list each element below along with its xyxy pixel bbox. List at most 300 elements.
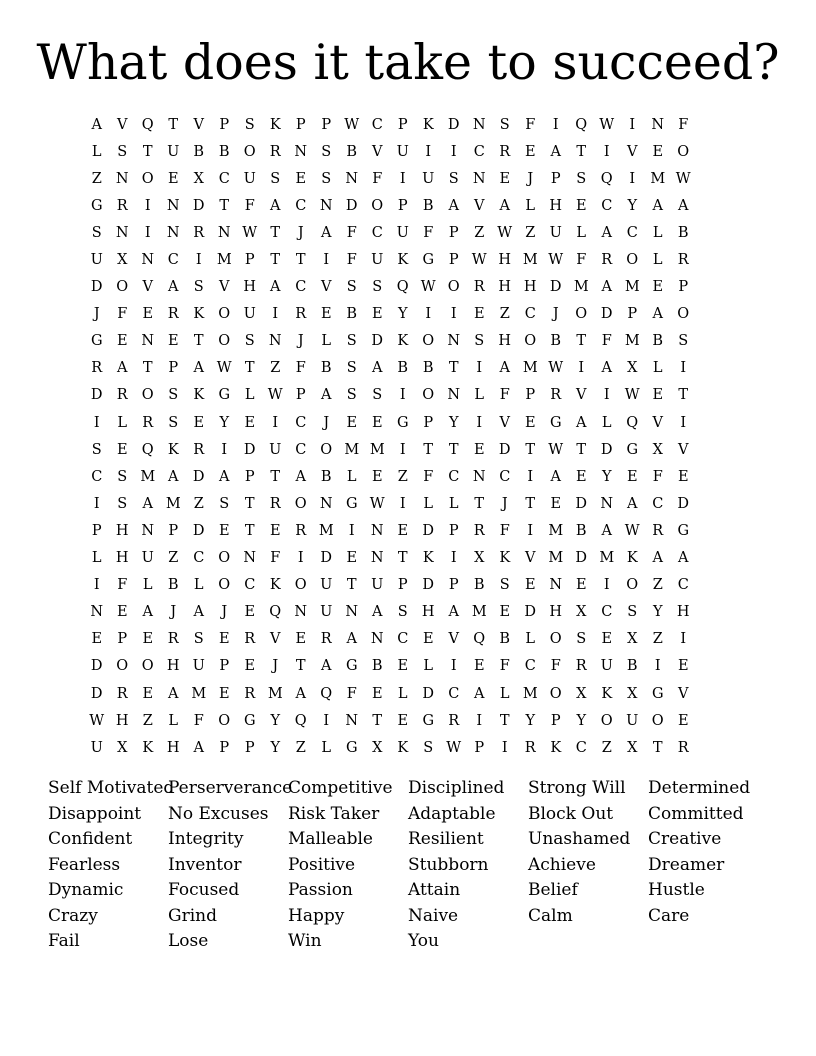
grid-letter: Y: [397, 306, 408, 323]
grid-letter: D: [192, 197, 205, 214]
grid-letter: C: [601, 604, 613, 621]
grid-letter: K: [422, 116, 434, 133]
grid-letter: I: [680, 414, 687, 431]
grid-letter: S: [576, 170, 587, 187]
grid-letter: R: [244, 685, 256, 702]
grid-letter: O: [294, 577, 307, 594]
grid-letter: T: [525, 441, 536, 458]
grid-letter: X: [474, 550, 485, 567]
grid-letter: M: [573, 279, 589, 296]
grid-letter: C: [626, 224, 638, 241]
grid-letter: S: [117, 495, 128, 512]
grid-letter: I: [425, 143, 432, 160]
grid-letter: A: [499, 360, 510, 377]
grid-letter: T: [295, 658, 306, 675]
grid-letter: I: [680, 360, 687, 377]
grid-letter: S: [270, 170, 281, 187]
grid-letter: P: [550, 712, 561, 729]
grid-letter: O: [600, 712, 613, 729]
grid-letter: I: [680, 631, 687, 648]
grid-letter: V: [117, 116, 128, 133]
grid-letter: W: [548, 252, 564, 269]
word-bank-item: Grind: [168, 905, 217, 926]
grid-row: [84, 382, 696, 409]
grid-letter: T: [219, 197, 230, 214]
grid-letter: O: [677, 306, 690, 323]
grid-letter: T: [678, 387, 689, 404]
grid-letter: Z: [652, 631, 663, 648]
grid-letter: D: [90, 658, 103, 675]
grid-letter: F: [499, 658, 510, 675]
grid-letter: H: [421, 604, 435, 621]
grid-letter: B: [371, 658, 383, 675]
grid-letter: J: [323, 414, 330, 431]
grid-letter: R: [499, 143, 511, 160]
grid-letter: Q: [320, 685, 333, 702]
grid-letter: K: [397, 739, 409, 756]
grid-letter: G: [345, 495, 358, 512]
grid-letter: V: [321, 279, 332, 296]
grid-letter: H: [166, 739, 180, 756]
grid-letter: O: [218, 577, 231, 594]
grid-row: [84, 545, 696, 572]
grid-letter: P: [678, 279, 689, 296]
grid-letter: B: [677, 224, 689, 241]
grid-letter: F: [499, 522, 510, 539]
grid-letter: X: [652, 441, 663, 458]
grid-letter: U: [192, 658, 205, 675]
grid-letter: P: [448, 522, 459, 539]
word-bank-item: Care: [648, 905, 690, 926]
grid-letter: H: [498, 279, 512, 296]
grid-letter: D: [575, 550, 588, 567]
grid-letter: V: [193, 116, 204, 133]
grid-letter: R: [116, 387, 128, 404]
grid-letter: W: [242, 224, 258, 241]
word-bank-item: Disappoint: [48, 803, 142, 824]
grid-letter: C: [524, 306, 536, 323]
grid-letter: I: [93, 414, 100, 431]
grid-letter: U: [141, 550, 154, 567]
grid-row: [84, 328, 696, 355]
word-bank-item: Naive: [408, 905, 459, 926]
grid-letter: A: [168, 685, 179, 702]
page-title: What does it take to succeed?: [36, 34, 780, 91]
grid-letter: O: [575, 306, 588, 323]
grid-letter: D: [345, 197, 358, 214]
grid-letter: F: [499, 387, 510, 404]
grid-letter: A: [219, 468, 230, 485]
grid-letter: S: [168, 414, 179, 431]
grid-letter: E: [244, 604, 256, 621]
grid-letter: T: [270, 252, 281, 269]
grid-letter: C: [295, 441, 307, 458]
grid-letter: R: [575, 658, 587, 675]
grid-letter: I: [527, 522, 534, 539]
grid-letter: Z: [168, 550, 179, 567]
grid-letter: Y: [525, 712, 536, 729]
grid-letter: A: [91, 116, 102, 133]
grid-letter: Q: [575, 116, 588, 133]
grid-letter: C: [448, 468, 460, 485]
grid-letter: C: [295, 414, 307, 431]
grid-letter: C: [295, 197, 307, 214]
grid-letter: R: [269, 495, 281, 512]
grid-letter: V: [525, 550, 536, 567]
grid-letter: F: [576, 252, 587, 269]
grid-letter: E: [652, 143, 664, 160]
grid-letter: R: [524, 739, 536, 756]
grid-letter: P: [448, 252, 459, 269]
grid-row: [84, 436, 696, 463]
grid-letter: K: [550, 739, 562, 756]
grid-letter: Q: [294, 712, 307, 729]
grid-letter: I: [450, 658, 457, 675]
grid-letter: I: [144, 197, 151, 214]
grid-letter: D: [422, 685, 435, 702]
grid-letter: V: [270, 631, 281, 648]
grid-letter: T: [474, 495, 485, 512]
grid-letter: H: [523, 279, 537, 296]
grid-letter: R: [550, 387, 562, 404]
grid-letter: U: [371, 577, 384, 594]
word-bank-item: Malleable: [288, 829, 373, 849]
grid-letter: E: [320, 306, 332, 323]
grid-letter: I: [297, 550, 304, 567]
grid-letter: Z: [295, 739, 306, 756]
grid-letter: D: [90, 279, 103, 296]
grid-letter: K: [193, 387, 205, 404]
grid-row: [84, 355, 696, 382]
grid-letter: N: [600, 495, 614, 512]
word-bank-item: Belief: [528, 880, 578, 900]
grid-letter: P: [244, 468, 255, 485]
grid-letter: R: [295, 306, 307, 323]
grid-letter: E: [116, 333, 128, 350]
grid-letter: H: [549, 197, 563, 214]
word-bank-item: Inventor: [168, 854, 242, 875]
grid-letter: F: [423, 224, 434, 241]
grid-letter: N: [447, 333, 461, 350]
grid-letter: N: [115, 170, 129, 187]
grid-letter: C: [371, 116, 383, 133]
grid-letter: M: [344, 441, 360, 458]
word-bank-item: Adaptable: [408, 803, 496, 824]
grid-letter: U: [243, 306, 256, 323]
grid-letter: N: [166, 224, 180, 241]
grid-letter: L: [91, 550, 102, 567]
grid-letter: O: [116, 658, 129, 675]
grid-letter: L: [576, 224, 587, 241]
grid-letter: P: [295, 116, 306, 133]
grid-letter: F: [601, 333, 612, 350]
grid-letter: V: [627, 143, 638, 160]
grid-letter: T: [168, 116, 179, 133]
grid-letter: M: [624, 333, 640, 350]
grid-letter: E: [473, 306, 485, 323]
grid-letter: R: [473, 279, 485, 296]
grid-letter: E: [244, 414, 256, 431]
grid-letter: U: [626, 712, 639, 729]
grid-letter: E: [218, 522, 230, 539]
grid-letter: L: [423, 495, 434, 512]
grid-letter: O: [218, 550, 231, 567]
grid-letter: M: [267, 685, 283, 702]
grid-letter: P: [168, 360, 179, 377]
grid-letter: G: [626, 441, 639, 458]
grid-letter: P: [321, 116, 332, 133]
grid-letter: R: [448, 712, 460, 729]
grid-letter: R: [677, 252, 689, 269]
grid-letter: U: [396, 143, 409, 160]
grid-letter: W: [446, 739, 462, 756]
grid-row: [84, 301, 696, 328]
grid-letter: S: [576, 631, 587, 648]
grid-letter: Q: [269, 604, 282, 621]
grid-letter: V: [372, 143, 383, 160]
grid-letter: D: [575, 495, 588, 512]
grid-letter: H: [166, 658, 180, 675]
grid-row: [84, 490, 696, 517]
grid-letter: X: [627, 360, 638, 377]
grid-row: [84, 572, 696, 599]
grid-letter: T: [448, 360, 459, 377]
grid-letter: K: [422, 550, 434, 567]
grid-letter: N: [90, 604, 104, 621]
grid-letter: F: [193, 712, 204, 729]
grid-letter: M: [165, 495, 181, 512]
grid-letter: U: [269, 441, 282, 458]
grid-letter: O: [294, 495, 307, 512]
grid-row: [84, 274, 696, 301]
grid-letter: E: [295, 170, 307, 187]
grid-letter: R: [473, 522, 485, 539]
grid-letter: H: [549, 604, 563, 621]
grid-letter: T: [142, 143, 153, 160]
grid-letter: E: [91, 631, 103, 648]
grid-letter: F: [652, 468, 663, 485]
grid-letter: E: [371, 685, 383, 702]
grid-letter: J: [297, 224, 304, 241]
grid-letter: C: [397, 631, 409, 648]
grid-letter: F: [346, 685, 357, 702]
grid-letter: X: [117, 252, 128, 269]
grid-letter: P: [91, 522, 102, 539]
grid-letter: J: [93, 306, 100, 323]
grid-letter: I: [450, 143, 457, 160]
grid-letter: O: [116, 279, 129, 296]
word-bank-item: Creative: [648, 829, 722, 849]
grid-letter: W: [344, 116, 360, 133]
grid-letter: Y: [627, 197, 638, 214]
grid-letter: S: [499, 116, 510, 133]
word-bank-item: Happy: [288, 905, 345, 926]
grid-row: [84, 192, 696, 219]
grid-letter: M: [216, 252, 232, 269]
grid-letter: E: [167, 170, 179, 187]
grid-letter: O: [141, 387, 154, 404]
grid-letter: X: [576, 685, 587, 702]
grid-letter: Z: [142, 712, 153, 729]
grid-row: [84, 463, 696, 490]
grid-letter: E: [524, 577, 536, 594]
grid-letter: W: [89, 712, 105, 729]
grid-letter: I: [450, 306, 457, 323]
grid-letter: W: [267, 387, 283, 404]
grid-letter: O: [141, 170, 154, 187]
grid-letter: E: [575, 577, 587, 594]
grid-letter: N: [345, 170, 359, 187]
grid-letter: I: [93, 577, 100, 594]
grid-letter: S: [346, 333, 357, 350]
grid-letter: Q: [473, 631, 486, 648]
grid-letter: J: [272, 658, 279, 675]
grid-letter: R: [142, 414, 154, 431]
grid-letter: Z: [601, 739, 612, 756]
grid-letter: P: [397, 577, 408, 594]
grid-letter: B: [397, 360, 409, 377]
grid-letter: P: [219, 658, 230, 675]
grid-letter: A: [372, 604, 383, 621]
word-bank-item: Strong Will: [528, 778, 626, 798]
grid-letter: H: [115, 712, 129, 729]
grid-letter: C: [193, 550, 205, 567]
grid-letter: N: [472, 116, 486, 133]
grid-letter: O: [141, 658, 154, 675]
grid-letter: Y: [270, 739, 281, 756]
grid-letter: P: [117, 631, 128, 648]
grid-letter: Q: [396, 279, 409, 296]
grid-letter: A: [550, 468, 561, 485]
grid-letter: C: [601, 197, 613, 214]
grid-letter: L: [474, 387, 485, 404]
grid-letter: N: [141, 252, 155, 269]
grid-letter: T: [448, 441, 459, 458]
grid-letter: I: [93, 495, 100, 512]
grid-letter: T: [346, 577, 357, 594]
grid-letter: Z: [397, 468, 408, 485]
grid-letter: E: [116, 604, 128, 621]
grid-letter: T: [372, 712, 383, 729]
grid-letter: I: [527, 468, 534, 485]
grid-letter: I: [578, 360, 585, 377]
grid-letter: W: [624, 522, 640, 539]
grid-letter: E: [652, 279, 664, 296]
grid-letter: N: [345, 604, 359, 621]
grid-row: [84, 680, 696, 707]
grid-letter: P: [474, 739, 485, 756]
grid-letter: K: [626, 550, 638, 567]
grid-letter: E: [218, 631, 230, 648]
grid-letter: E: [626, 468, 638, 485]
grid-letter: A: [601, 279, 612, 296]
grid-letter: R: [295, 522, 307, 539]
grid-letter: L: [321, 333, 332, 350]
grid-letter: A: [499, 197, 510, 214]
grid-letter: D: [447, 116, 460, 133]
grid-letter: D: [90, 685, 103, 702]
grid-letter: A: [601, 522, 612, 539]
grid-letter: S: [448, 170, 459, 187]
grid-letter: H: [498, 333, 512, 350]
grid-letter: L: [448, 495, 459, 512]
grid-letter: H: [676, 604, 690, 621]
word-bank-item: Self Motivated: [48, 778, 175, 798]
grid-letter: N: [370, 550, 384, 567]
grid-letter: J: [527, 170, 534, 187]
grid-letter: G: [243, 712, 256, 729]
grid-letter: A: [652, 306, 663, 323]
grid-letter: N: [370, 522, 384, 539]
grid-row: [84, 707, 696, 734]
grid-letter: I: [450, 550, 457, 567]
grid-letter: A: [270, 197, 281, 214]
grid-letter: B: [626, 658, 638, 675]
grid-letter: X: [372, 739, 383, 756]
grid-letter: E: [524, 414, 536, 431]
grid-letter: O: [422, 387, 435, 404]
grid-letter: R: [601, 252, 613, 269]
grid-letter: B: [218, 143, 230, 160]
grid-letter: F: [550, 658, 561, 675]
grid-letter: X: [193, 170, 204, 187]
grid-letter: Y: [270, 712, 281, 729]
grid-letter: M: [522, 360, 538, 377]
grid-letter: B: [346, 306, 358, 323]
grid-letter: G: [396, 414, 409, 431]
grid-letter: F: [244, 197, 255, 214]
grid-letter: O: [422, 333, 435, 350]
grid-letter: J: [221, 604, 228, 621]
word-bank-item: Block Out: [528, 803, 614, 824]
grid-letter: E: [677, 712, 689, 729]
grid-letter: E: [677, 658, 689, 675]
grid-letter: A: [142, 604, 153, 621]
grid-letter: V: [678, 685, 689, 702]
grid-letter: U: [371, 252, 384, 269]
grid-letter: D: [371, 333, 384, 350]
word-bank-item: Perserverance: [168, 778, 293, 798]
grid-letter: D: [600, 306, 613, 323]
grid-row: [84, 111, 696, 138]
grid-letter: A: [448, 604, 459, 621]
grid-letter: U: [90, 252, 103, 269]
grid-letter: Y: [576, 712, 587, 729]
grid-letter: U: [167, 143, 180, 160]
grid-letter: R: [167, 631, 179, 648]
grid-letter: A: [321, 387, 332, 404]
grid-letter: X: [627, 739, 638, 756]
word-bank-item: Achieve: [528, 854, 596, 875]
grid-letter: B: [652, 333, 664, 350]
grid-letter: I: [476, 712, 483, 729]
grid-letter: L: [525, 197, 536, 214]
grid-letter: O: [524, 333, 537, 350]
grid-letter: F: [372, 170, 383, 187]
grid-letter: K: [601, 685, 613, 702]
grid-letter: C: [524, 658, 536, 675]
grid-letter: F: [270, 550, 281, 567]
grid-letter: A: [295, 468, 306, 485]
grid-letter: S: [678, 333, 689, 350]
grid-letter: T: [244, 522, 255, 539]
grid-letter: Z: [193, 495, 204, 512]
grid-letter: S: [423, 739, 434, 756]
grid-letter: A: [346, 631, 357, 648]
word-bank-item: Fearless: [48, 854, 121, 875]
grid-letter: U: [243, 170, 256, 187]
word-bank-item: Attain: [408, 880, 461, 900]
